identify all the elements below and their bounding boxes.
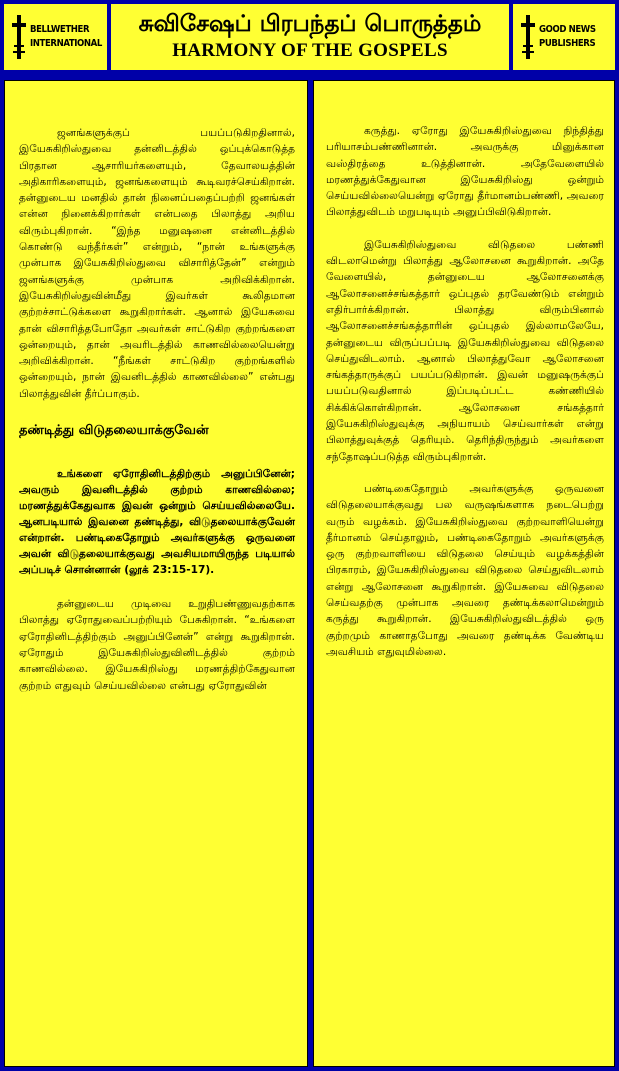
right-paragraph-2: இயேசுகிறிஸ்துவை விடுதலை பண்ணி விடலாமென்று பிலாத்து ஆலோசனை கூறுகிறான். அதே வேளையில், தன்னுடைய ஆலோசனைக்கு ஆலோசனைச்சங்கத்தார் ஒப்புதல் தரவேண்டும் என்றும் எதிர்பார்க்கிறான். பிலாத்து விரும்பினால் ஆலோசனைச்சங்கத்தாரின் ஒப்புதல் இல்லாமலேயே, தன்னுடைய விருப்பப்படி இயேசுகிறிஸ்துவை விடுதலை செய்துவிடலாம். ஆனால் பிலாத்துவோ ஆலோசனை சங்கத்தாருக்குப் பயப்படுகிறான். இவன் மனுஷருக்குப் பயப்படுவதினால் இப்படிப்பட்ட கண்ணியில் சிக்கிக்கொள்கிறான். ஆலோசனை சங்கத்தார் இயேசுகிறிஸ்துவுக்கு அநியாயம் செய்வார்கள் என்று பிலாத்துவுக்குத் தெரியும். தெரிந்திருந்தும் அவர்களை சந்தோஷப்படுத்த விரும்புகிறான். xyxy=(326,238,604,463)
logo-right-line2: PUBLISHERS xyxy=(539,38,596,49)
cross-candle-icon xyxy=(12,15,26,59)
left-column xyxy=(4,80,308,1067)
bellwether-logo xyxy=(4,4,107,70)
page-title-box xyxy=(111,4,509,70)
good-news-logo xyxy=(513,4,615,70)
cross-icon xyxy=(521,15,535,59)
left-paragraph-1: ஜனங்களுக்குப் பயப்படுகிறதினால், இயேசுகிறிஸ்துவை தன்னிடத்தில் ஒப்புக்கொடுத்த பிரதான ஆசாரியர்களையும், தேவாலயத்தின் அதிகாரிகளையும், ஜனங்களையும் கூடிவரச்செய்கிறான். தன்னுடைய மனதில் தான் நினைப்பதைப்பற்றி ஜனங்கள் என்ன நினைக்கிறார்கள் என்பதை பிலாத்து அறிய விரும்புகிறான். “இந்த மனுஷனை என்னிடத்தில் கொண்டு வந்தீர்கள்” என்றும், “நான் உங்களுக்கு முன்பாக இயேசுகிறிஸ்துவை விசாரித்தேன்” என்றும் ஜனங்களுக்கு முன்பாக அறிவிக்கிறான். இயேசுகிறிஸ்துவின்மீது இவர்கள் கூலிதமான குற்றச்சாட்டுக்களை கூறுகிறார்கள். ஆனால் இயேசுவை தான் விசாரித்தபோதோ அவர்கள் சாட்டுகிற குற்றங்களை ஒன்றையும், தான் அவரிடத்தில் காணவில்லையென்று அறிவிக்கிறான். “நீங்கள் சாட்டுகிற குற்றங்களில் ஒன்றையும், நான் இவனிடத்தில் காணவில்லை” என்பது பிலாத்துவின் தீர்ப்பாகும். xyxy=(19,127,295,400)
scripture-quote: உங்களை ஏரோதினிடத்திற்கும் அனுப்பினேன்; அவரும் இவனிடத்தில் குற்றம் காணவில்லை; மரணத்துக்கேதுவாக இவன் ஒன்றும் செய்யவில்லையே. ஆனபடியால் இவனை தண்டித்து, விடுதலையாக்குவேன் என்றான். பண்டிகைதோறும் அவர்களுக்கு ஒருவனை அவன் விடுதலையாக்குவது அவசியமாயிருந்த படியால் அப்படிச் சொன்னான் (லூக் 23:15-17). xyxy=(19,468,295,577)
page-title-english: HARMONY OF THE GOSPELS xyxy=(172,40,448,61)
left-paragraph-2: தன்னுடைய முடிவை உறுதிபண்ணுவதற்காக பிலாத்து ஏரோதுவைப்பற்றியும் பேசுகிறான். “உங்களை ஏரோதினிடத்திற்கும் அனுப்பினேன்” என்று கூறுகிறான். ஏரோதும் இயேசுகிறிஸ்துவினிடத்தில் குற்றம் காணவில்லை. இயேசுகிறிஸ்து மரணத்திற்கேதுவான குற்றம் எதுவும் செய்யவில்லை என்பது ஏரோதுவின் xyxy=(19,598,295,692)
page-title-tamil: சுவிசேஷப் பிரபந்தப் பொருத்தம் xyxy=(138,11,482,37)
section-subheading: தண்டித்து விடுதலையாக்குவேன் xyxy=(19,423,209,439)
logo-left-line1: BELLWETHER xyxy=(30,24,90,35)
logo-right-line1: GOOD NEWS xyxy=(539,24,596,35)
logo-left-line2: INTERNATIONAL xyxy=(30,38,102,49)
right-column xyxy=(313,80,615,1067)
right-paragraph-1: கருத்து. ஏரோது இயேசுகிறிஸ்துவை நிந்தித்து பரியாசம்பண்ணினான். அவருக்கு மினுக்கான வஸ்திரத்தை உடுத்தினான். அதேவேளையில் மரணத்துக்கேதுவான இயேசுகிறிஸ்து ஒன்றும் செய்யவில்லையென்று ஏரோது தீர்மானம்பண்ணி, அவரை பிலாத்துவிடம் மறுபடியும் அனுப்பிவிடுகிறான். xyxy=(326,125,604,219)
right-paragraph-3: பண்டிகைதோறும் அவர்களுக்கு ஒருவனை விடுதலையாக்குவது பல வருஷங்களாக நடைபெற்று வரும் வழக்கம். இயேசுகிறிஸ்துவை குற்றவாளியென்று தீர்மானம் செய்தாலும், பண்டிகைதோறும் அவர்களுக்கு ஒரு குற்றவாளியை விடுதலை செய்யும் வழக்கத்தின் பிரகாரம், இயேசுகிறிஸ்துவை விடுதலை செய்துவிடலாம் என்று ஆலோசனை கூறுகிறான். இயேசுவை விடுதலை செய்வதற்கு முன்பாக அவரை தண்டிக்கலாமென்றும் கருத்து கூறுகிறான். இயேசுகிறிஸ்துவிடத்தில் ஒரு குற்றமும் காணாதபோது அவரை தண்டிக்க வேண்டிய அவசியம் எதுவுமில்லை. xyxy=(326,482,604,658)
